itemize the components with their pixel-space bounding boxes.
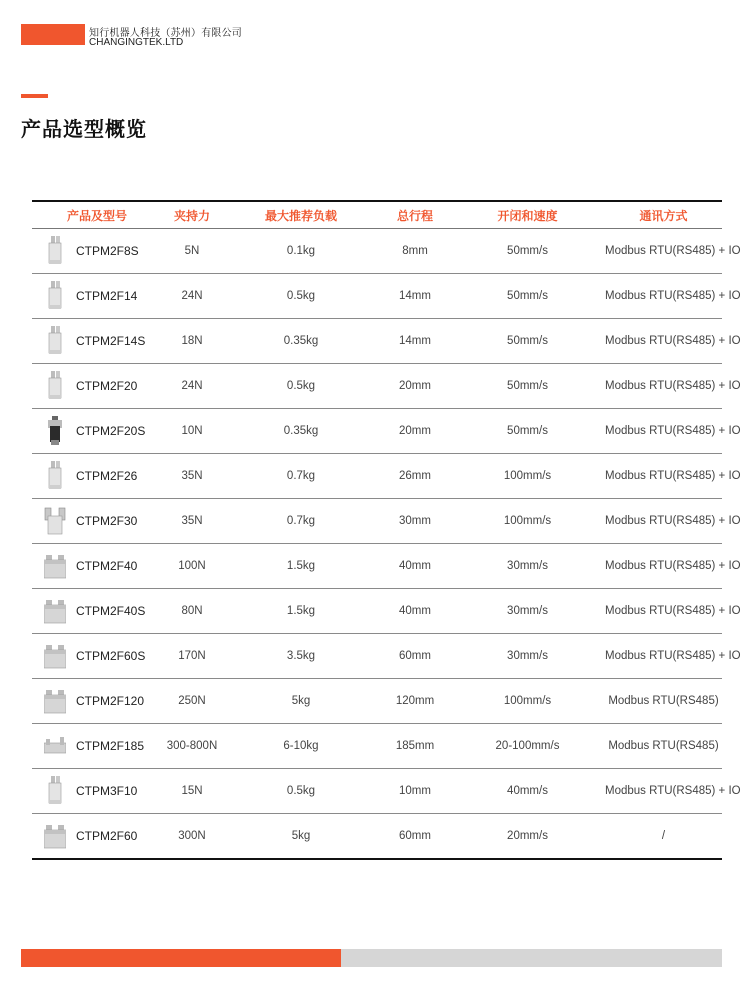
- header-force: 夹持力: [173, 208, 210, 223]
- cell-comm: /: [661, 830, 666, 842]
- cell-stroke: 40mm: [399, 560, 431, 572]
- model-name: CTPM2F40S: [76, 604, 146, 618]
- model-name: CTPM2F20: [76, 379, 138, 393]
- cell-model: [32, 731, 162, 761]
- cell-comm: Modbus RTU(RS485) + IO: [605, 470, 741, 482]
- gripper-slim-icon: [44, 461, 66, 491]
- cell-force: 24N: [181, 290, 203, 302]
- cell-load: 0.5kg: [286, 290, 316, 302]
- title-accent-bar: [21, 94, 48, 98]
- header-model: 产品及型号: [66, 208, 127, 223]
- cell-comm: Modbus RTU(RS485) + IO: [605, 335, 741, 347]
- cell-stroke: 60mm: [399, 650, 431, 662]
- cell-comm: Modbus RTU(RS485): [608, 740, 719, 752]
- gripper-slim-icon: [44, 776, 66, 806]
- table-row: [32, 769, 741, 814]
- cell-stroke: 14mm: [399, 335, 431, 347]
- model-name: CTPM2F26: [76, 469, 138, 483]
- model-name: CTPM2F20S: [76, 424, 146, 438]
- cell-force: 10N: [181, 425, 203, 437]
- cell-load: 0.5kg: [286, 380, 316, 392]
- cell-load: 0.5kg: [286, 785, 316, 797]
- cell-load: 3.5kg: [286, 650, 316, 662]
- cell-force: 5N: [184, 245, 200, 257]
- cell-stroke: 14mm: [399, 290, 431, 302]
- header-comm: 通讯方式: [639, 208, 688, 223]
- cell-speed: 40mm/s: [507, 785, 548, 797]
- model-name: CTPM2F8S: [76, 244, 139, 258]
- cell-model: [32, 821, 162, 851]
- cell-force: 24N: [181, 380, 203, 392]
- table-row: [32, 229, 741, 274]
- gripper-block-icon: [44, 596, 66, 626]
- cell-speed: 30mm/s: [507, 650, 548, 662]
- cell-model: [32, 776, 162, 806]
- model-name: CTPM2F60S: [76, 649, 146, 663]
- model-name: CTPM2F30: [76, 514, 138, 528]
- cell-stroke: 20mm: [399, 380, 431, 392]
- gripper-slim-icon: [44, 281, 66, 311]
- table-row: [32, 724, 722, 769]
- table-body: [32, 229, 741, 858]
- cell-force: 300N: [178, 830, 206, 842]
- header-speed: 开闭和速度: [497, 208, 558, 223]
- cell-comm: Modbus RTU(RS485) + IO: [605, 290, 741, 302]
- gripper-slim-icon: [44, 236, 66, 266]
- table-row: [32, 589, 741, 634]
- cell-load: 0.1kg: [286, 245, 316, 257]
- cell-model: [32, 326, 162, 356]
- model-name: CTPM2F14: [76, 289, 138, 303]
- cell-stroke: 20mm: [399, 425, 431, 437]
- cell-speed: 50mm/s: [507, 245, 548, 257]
- cell-stroke: 40mm: [399, 605, 431, 617]
- cell-load: 6-10kg: [283, 740, 319, 752]
- model-name: CTPM2F14S: [76, 334, 146, 348]
- cell-model: [32, 551, 162, 581]
- cell-speed: 50mm/s: [507, 425, 548, 437]
- cell-speed: 20-100mm/s: [495, 740, 560, 752]
- model-name: CTPM2F185: [76, 739, 145, 753]
- cell-speed: 30mm/s: [507, 560, 548, 572]
- cell-load: 0.7kg: [286, 515, 316, 527]
- gripper-long-icon: [44, 731, 66, 761]
- cell-load: 1.5kg: [286, 560, 316, 572]
- product-table: [32, 200, 741, 860]
- cell-force: 15N: [181, 785, 203, 797]
- gripper-slim-icon: [44, 326, 66, 356]
- table-row: [32, 364, 741, 409]
- company-name-en: CHANGINGTEK.LTD: [89, 37, 184, 48]
- cell-force: 35N: [181, 470, 203, 482]
- cell-load: 5kg: [291, 830, 311, 842]
- cell-stroke: 60mm: [399, 830, 431, 842]
- cell-force: 18N: [181, 335, 203, 347]
- cell-stroke: 120mm: [395, 695, 435, 707]
- gripper-block-icon: [44, 641, 66, 671]
- gripper-block-icon: [44, 686, 66, 716]
- company-name-cn: 知行机器人科技（苏州）有限公司: [89, 28, 242, 39]
- cell-comm: Modbus RTU(RS485) + IO: [605, 425, 741, 437]
- cell-model: [32, 371, 162, 401]
- cell-stroke: 8mm: [402, 245, 428, 257]
- gripper-block-icon: [44, 551, 66, 581]
- cell-comm: Modbus RTU(RS485) + IO: [605, 245, 741, 257]
- table-row: [32, 409, 741, 454]
- page-title: 产品选型概览: [21, 119, 147, 141]
- cell-load: 0.7kg: [286, 470, 316, 482]
- footer-bar-grey: [341, 949, 722, 967]
- cell-speed: 30mm/s: [507, 605, 548, 617]
- model-name: CTPM2F120: [76, 694, 145, 708]
- cell-force: 300-800N: [166, 740, 218, 752]
- cell-force: 80N: [181, 605, 203, 617]
- gripper-slim-icon: [44, 371, 66, 401]
- cell-force: 35N: [181, 515, 203, 527]
- cell-speed: 100mm/s: [503, 470, 552, 482]
- model-name: CTPM2F60: [76, 829, 138, 843]
- table-row: [32, 454, 741, 499]
- cell-comm: Modbus RTU(RS485) + IO: [605, 560, 741, 572]
- footer-bar-accent: [21, 949, 341, 967]
- cell-load: 0.35kg: [283, 425, 319, 437]
- table-row: [32, 319, 741, 364]
- cell-model: [32, 236, 162, 266]
- cell-model: [32, 596, 162, 626]
- cell-stroke: 10mm: [399, 785, 431, 797]
- cell-comm: Modbus RTU(RS485) + IO: [605, 785, 741, 797]
- cell-load: 0.35kg: [283, 335, 319, 347]
- cell-speed: 20mm/s: [507, 830, 548, 842]
- table-bottom-rule: [32, 858, 722, 860]
- cell-model: [32, 641, 162, 671]
- table-row: [32, 499, 741, 544]
- table-header: [32, 202, 722, 229]
- header-load: 最大推荐负载: [264, 208, 337, 223]
- cell-speed: 100mm/s: [503, 695, 552, 707]
- cell-load: 1.5kg: [286, 605, 316, 617]
- cell-speed: 100mm/s: [503, 515, 552, 527]
- header-stroke: 总行程: [396, 208, 433, 223]
- cell-stroke: 185mm: [395, 740, 435, 752]
- cell-comm: Modbus RTU(RS485) + IO: [605, 515, 741, 527]
- cell-speed: 50mm/s: [507, 380, 548, 392]
- table-row: [32, 679, 722, 724]
- cell-model: [32, 506, 162, 536]
- cell-comm: Modbus RTU(RS485) + IO: [605, 380, 741, 392]
- table-row: [32, 274, 741, 319]
- brand-bar: [21, 24, 85, 45]
- table-row: [32, 814, 722, 858]
- model-name: CTPM3F10: [76, 784, 138, 798]
- cell-force: 170N: [178, 650, 206, 662]
- gripper-wide-icon: [44, 506, 66, 536]
- cell-speed: 50mm/s: [507, 335, 548, 347]
- cell-model: [32, 281, 162, 311]
- cell-comm: Modbus RTU(RS485) + IO: [605, 605, 741, 617]
- gripper-block-icon: [44, 821, 66, 851]
- cell-speed: 50mm/s: [507, 290, 548, 302]
- cell-comm: Modbus RTU(RS485): [608, 695, 719, 707]
- cell-stroke: 26mm: [399, 470, 431, 482]
- cell-model: [32, 416, 162, 446]
- cell-comm: Modbus RTU(RS485) + IO: [605, 650, 741, 662]
- cell-load: 5kg: [291, 695, 311, 707]
- table-row: [32, 634, 741, 679]
- gripper-dark-icon: [44, 416, 66, 446]
- cell-model: [32, 686, 162, 716]
- model-name: CTPM2F40: [76, 559, 138, 573]
- table-row: [32, 544, 741, 589]
- cell-stroke: 30mm: [399, 515, 431, 527]
- cell-model: [32, 461, 162, 491]
- cell-force: 100N: [178, 560, 206, 572]
- cell-force: 250N: [178, 695, 206, 707]
